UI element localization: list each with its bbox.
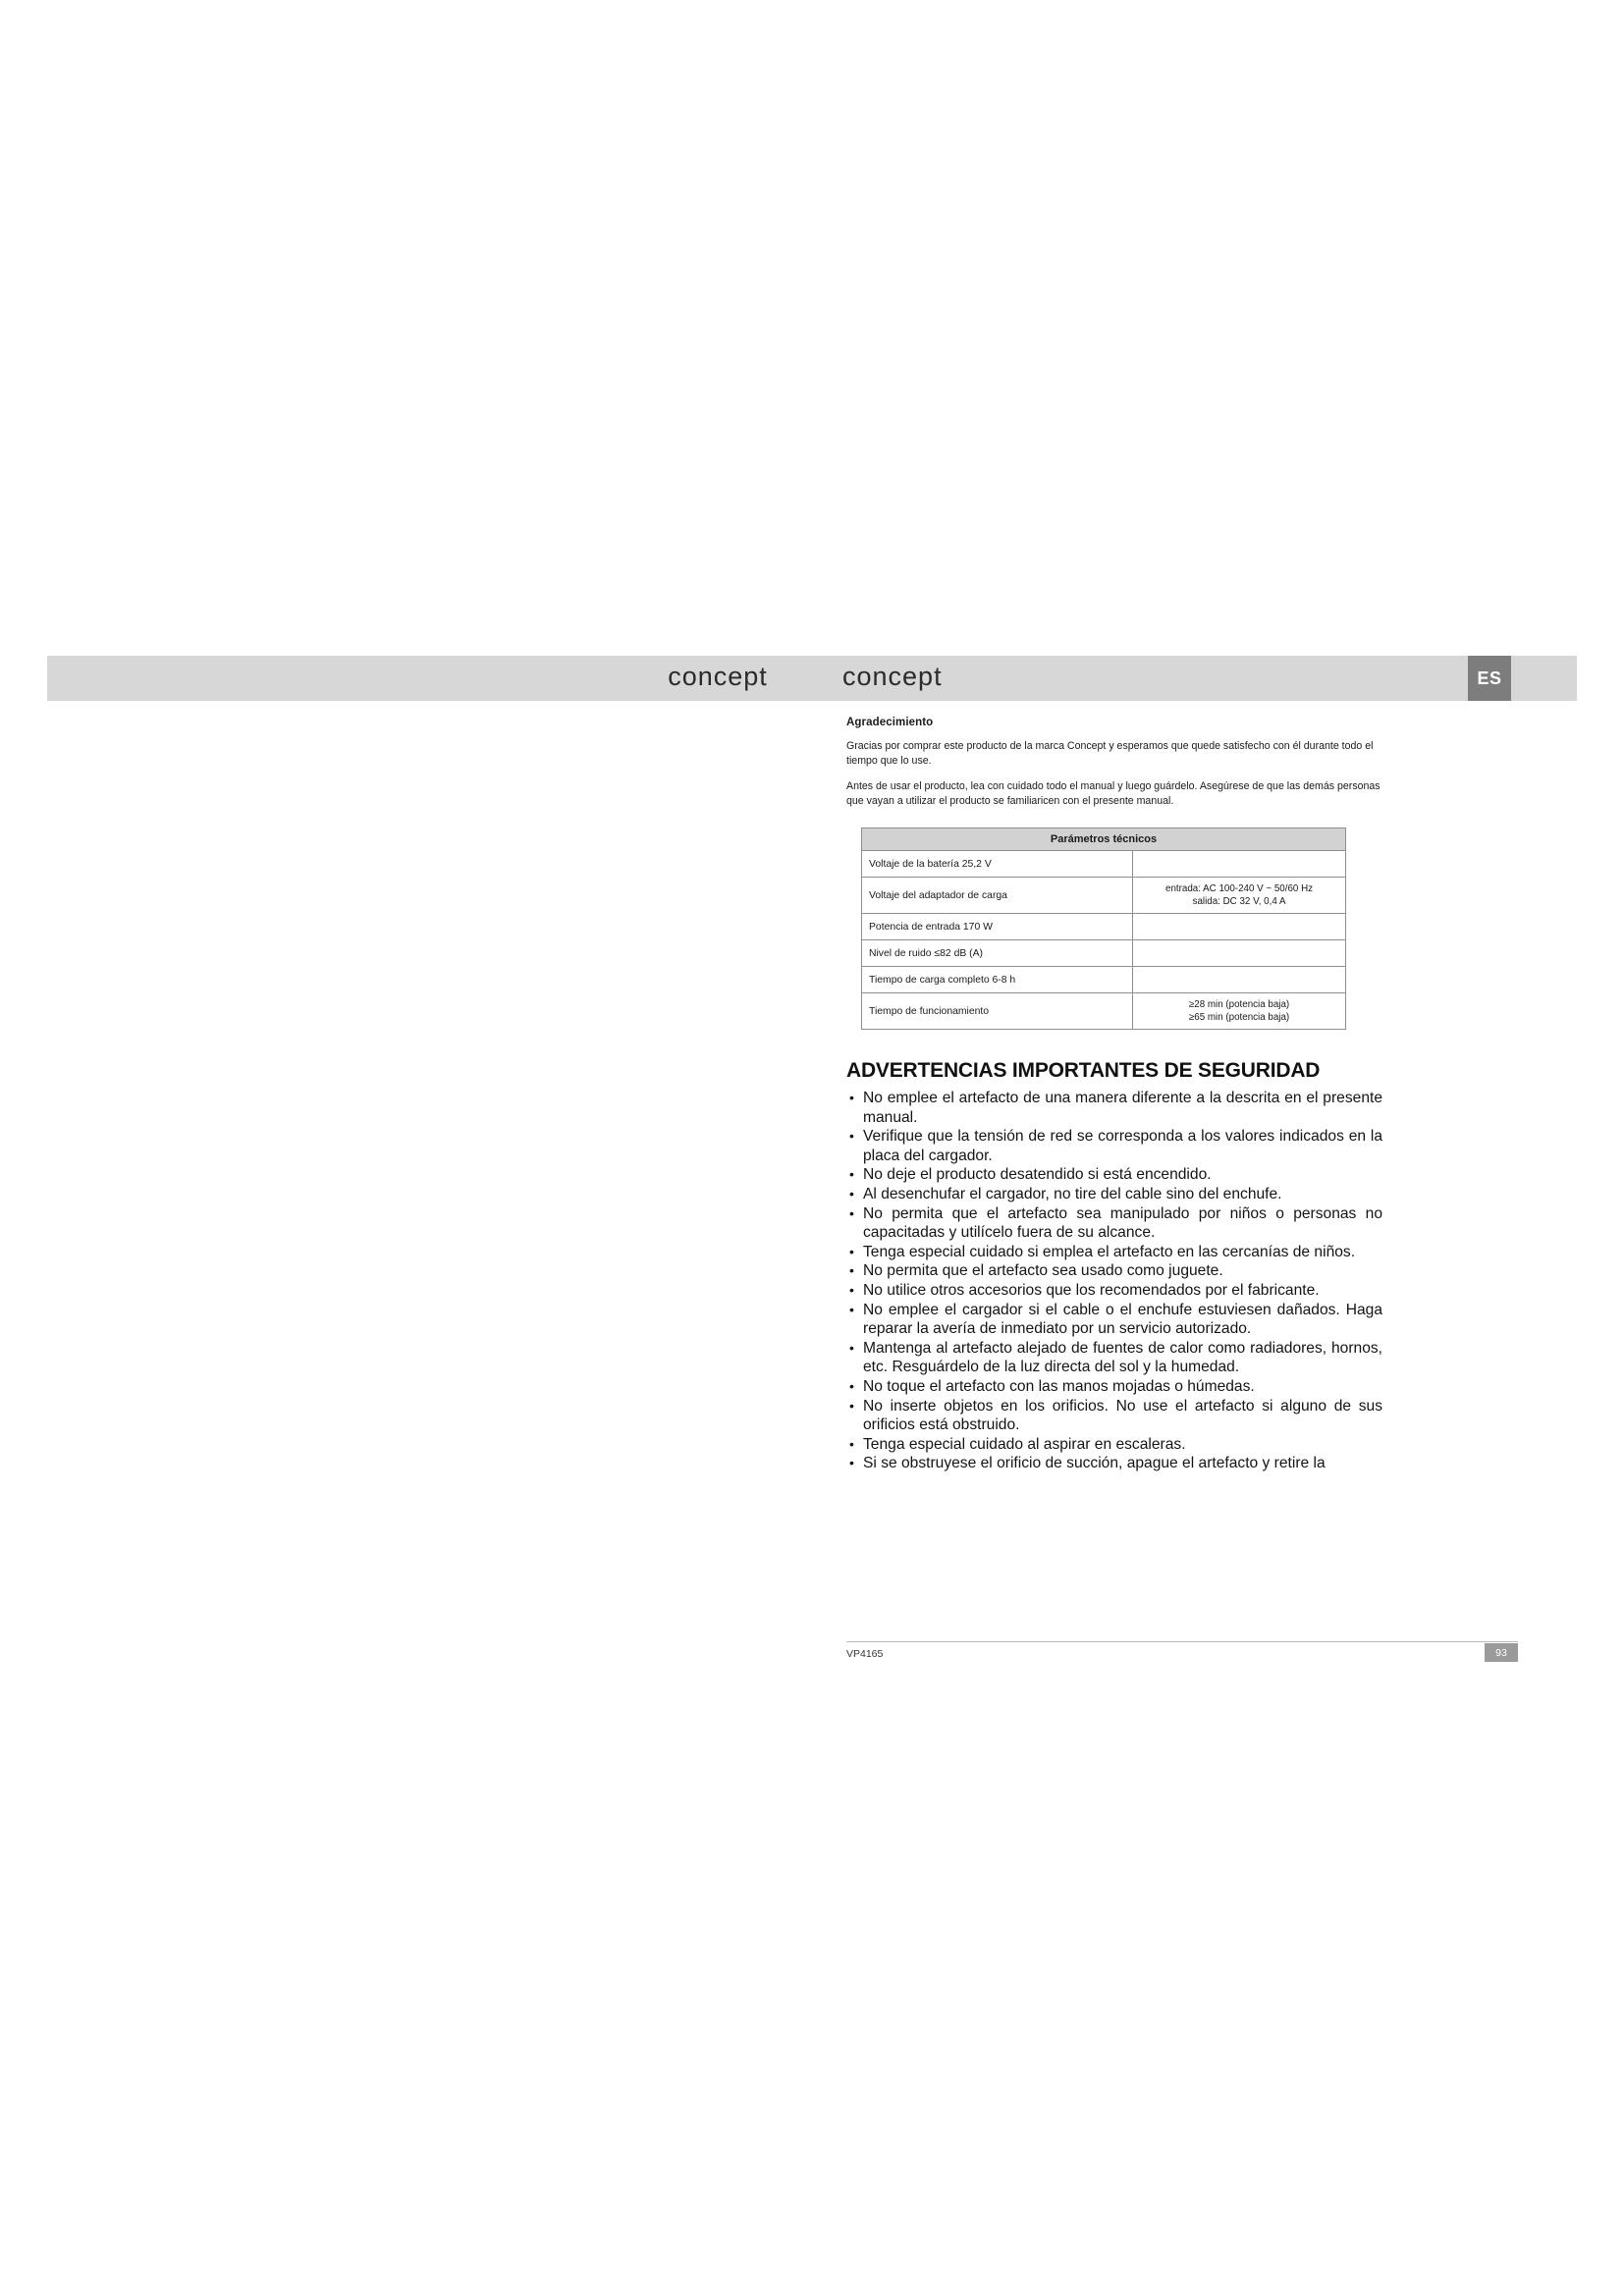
warning-item: • No permita que el artefacto sea manipulado por niños o personas no capacitadas y utilícelo fuera de su alcance.: [846, 1204, 1382, 1243]
intro-paragraph-2: Antes de usar el producto, lea con cuidado todo el manual y luego guárdelo. Asegúrese de que las demás personas que vayan a utilizar el producto se familiaricen con el presente manual.: [846, 780, 1380, 807]
table-cell-value: [1133, 851, 1346, 878]
intro-heading: Agradecimiento: [846, 717, 934, 728]
page-number-badge: 93: [1485, 1643, 1518, 1662]
table-cell-value: [1133, 967, 1346, 993]
document-content: [846, 717, 1382, 1473]
warning-item: • No permita que el artefacto sea usado como juguete.: [846, 1261, 1382, 1281]
table-cell-label: Voltaje del adaptador de carga: [862, 878, 1133, 914]
table-row: [862, 914, 1346, 940]
table-cell-label: Nivel de ruido ≤82 dB (A): [862, 940, 1133, 967]
table-cell-label: Tiempo de funcionamiento: [862, 993, 1133, 1030]
brand-logo-right: concept: [842, 662, 943, 691]
warning-item: • No toque el artefacto con las manos mojadas o húmedas.: [846, 1377, 1382, 1397]
table-cell-label: Voltaje de la batería 25,2 V: [862, 851, 1133, 878]
warning-item: • Si se obstruyese el orificio de succión, apague el artefacto y retire la: [846, 1454, 1382, 1473]
warning-item: • Tenga especial cuidado al aspirar en escaleras.: [846, 1435, 1382, 1455]
warning-item: • No utilice otros accesorios que los recomendados por el fabricante.: [846, 1281, 1382, 1301]
page-header-band: [47, 656, 1577, 701]
warning-item: • No deje el producto desatendido si está encendido.: [846, 1165, 1382, 1185]
technical-parameters-table: [861, 828, 1346, 1030]
table-row: [862, 967, 1346, 993]
warnings-title: ADVERTENCIAS IMPORTANTES DE SEGURIDAD: [846, 1059, 1321, 1082]
table-row: [862, 878, 1346, 914]
warnings-list: [846, 1089, 1382, 1473]
warning-item: • Al desenchufar el cargador, no tire del cable sino del enchufe.: [846, 1185, 1382, 1204]
language-badge: ES: [1468, 656, 1511, 701]
table-row: [862, 851, 1346, 878]
brand-logo-left: concept: [668, 662, 768, 691]
table-cell-value: entrada: AC 100-240 V ~ 50/60 Hz salida: DC 32 V, 0,4 A: [1133, 878, 1346, 914]
table-row: [862, 940, 1346, 967]
header-band-end: [1511, 656, 1577, 701]
table-row: [862, 993, 1346, 1030]
table-header-row: [862, 828, 1346, 851]
warning-item: • No emplee el cargador si el cable o el enchufe estuviesen dañados. Haga reparar la avería de inmediato por un servicio autorizado.: [846, 1301, 1382, 1339]
warning-item: • Verifique que la tensión de red se corresponda a los valores indicados en la placa del cargador.: [846, 1127, 1382, 1165]
footer-divider: [846, 1641, 1518, 1642]
table-cell-value: [1133, 914, 1346, 940]
model-code: VP4165: [846, 1648, 884, 1660]
table-cell-label: Tiempo de carga completo 6-8 h: [862, 967, 1133, 993]
warning-item: • Tenga especial cuidado si emplea el artefacto en las cercanías de niños.: [846, 1243, 1382, 1262]
table-body: [862, 851, 1346, 1030]
table-title: Parámetros técnicos: [862, 828, 1346, 851]
warning-item: • No emplee el artefacto de una manera diferente a la descrita en el presente manual.: [846, 1089, 1382, 1127]
warning-item: • No inserte objetos en los orificios. No use el artefacto si alguno de sus orificios está obstruido.: [846, 1397, 1382, 1435]
table-cell-value: [1133, 940, 1346, 967]
intro-paragraph-1: Gracias por comprar este producto de la marca Concept y esperamos que quede satisfecho con él durante todo el tiempo que lo use.: [846, 740, 1374, 767]
table-cell-value: ≥28 min (potencia baja) ≥65 min (potencia baja): [1133, 993, 1346, 1030]
warning-item: • Mantenga al artefacto alejado de fuentes de calor como radiadores, hornos, etc. Resguárdelo de la luz directa del sol y la humedad.: [846, 1339, 1382, 1377]
table-cell-label: Potencia de entrada 170 W: [862, 914, 1133, 940]
